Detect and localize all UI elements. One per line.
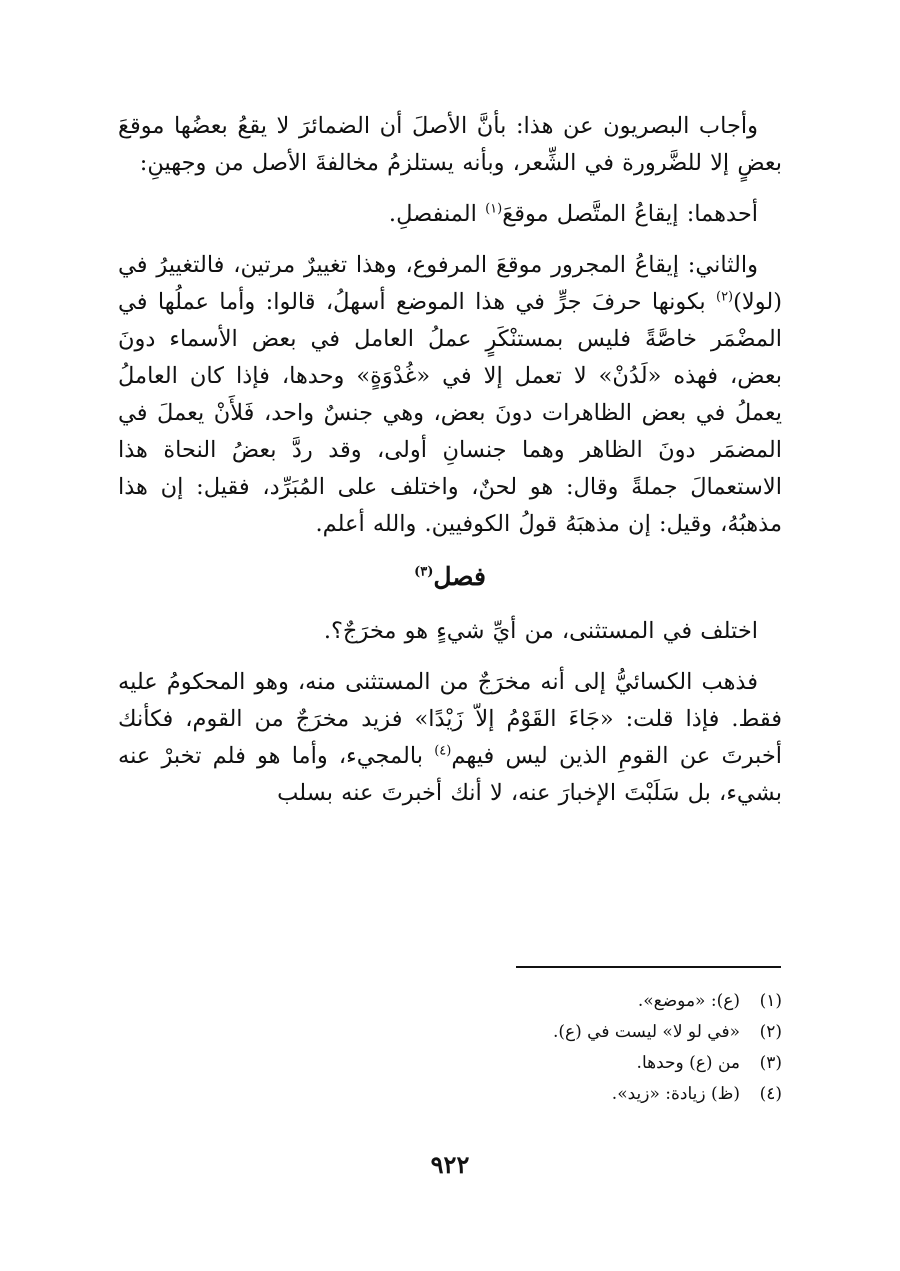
footnote-3: [118, 1050, 782, 1076]
paragraph-2-text: أحدهما: إيقاعُ المتَّصل موقعَ: [502, 201, 758, 227]
section-heading: [118, 557, 782, 597]
paragraph-4: اختلف في المستثنى، من أيِّ شيءٍ هو مخرَجٌ؟.: [323, 618, 758, 644]
footnote-number: (٢): [759, 1022, 782, 1042]
paragraph-5: [118, 664, 782, 812]
footnotes: [118, 988, 782, 1112]
main-text: [118, 108, 782, 826]
footnote-ref-4: (٤): [434, 743, 452, 759]
footnote-text: (ظ) زيادة: «زيد».: [611, 1084, 740, 1104]
footnote-2: [118, 1019, 782, 1045]
paragraph-2: [118, 196, 782, 233]
paragraph-5-rest: بالمجيء، وأما هو فلم تخبرْ عنه بشيء، بل سَلَبْتَ الإخبارَ عنه، لا أنك أخبرتَ عنه بسلب: [118, 743, 782, 806]
footnote-text: من (ع) وحدها.: [636, 1053, 740, 1073]
footnote-1: [118, 988, 782, 1014]
footnote-number: (٣): [759, 1053, 782, 1073]
footnote-4: [118, 1081, 782, 1107]
footnote-number: (١): [759, 991, 782, 1011]
footnote-ref-1: (١): [485, 201, 503, 217]
paragraph-1: وأجاب البصريون عن هذا: بأنَّ الأصلَ أن الضمائرَ لا يقعُ بعضُها موقعَ بعضٍ إلا للضَّرورة في الشِّعر، وبأنه يستلزمُ مخالفةَ الأصل من وجهينِ:: [118, 113, 782, 176]
page-number: ٩٢٢: [430, 1150, 470, 1179]
paragraph-5-start: فذهب الكسائيُّ إلى أنه مخرَجٌ من المستثنى منه، وهو المحكومُ عليه فقط. فإذا قلت: «جَاءَ القَوْمُ إلاّ زَيْدًا» فزيد مخرَجٌ من القوم، فكأنك أخبرتَ عن القومِ الذين ليس فيهم: [118, 669, 782, 769]
footnote-number: (٤): [759, 1084, 782, 1104]
paragraph-3-start: والثاني: إيقاعُ المجرور موقعَ المرفوع، وهذا تغييرٌ مرتين، فالتغييرُ في (لولا): [118, 252, 782, 315]
paragraph-3-rest: بكونها حرفَ جرٍّ في هذا الموضع أسهلُ، قالوا: وأما عملُها في المضْمَر خاصَّةً فليس بمستنْكَرٍ عملُ العامل في بعض الأسماء دونَ بعض، فهذه «لَدُنْ» لا تعمل إلا في «غُدْوَةٍ» وحدها، فإذا كان العاملُ يعملُ في بعض الظاهرات دونَ بعض، وهي جنسٌ واحد، فَلأَنْ يعملَ في المضمَر دونَ الظاهر وهما جنسانِ أولى، وقد ردَّ بعضُ النحاة هذا الاستعمالَ جملةً وقال: هو لحنٌ، واختلف على المُبَرِّد، فقيل: إن هذا مذهبُهُ، وقيل: إن مذهبَهُ قولُ الكوفيين. والله أعلم.: [118, 289, 782, 537]
paragraph-3: [118, 247, 782, 543]
footnote-separator: [516, 966, 781, 968]
footnote-ref-2: (٢): [715, 289, 734, 305]
section-heading-text: فصل: [433, 562, 486, 591]
footnote-text: «في لو لا» ليست في (ع).: [552, 1022, 740, 1042]
footnote-text: (ع): «موضع».: [637, 991, 740, 1011]
paragraph-2-end: المنفصلِ.: [388, 201, 486, 227]
footnote-ref-3: (٣): [414, 564, 434, 580]
